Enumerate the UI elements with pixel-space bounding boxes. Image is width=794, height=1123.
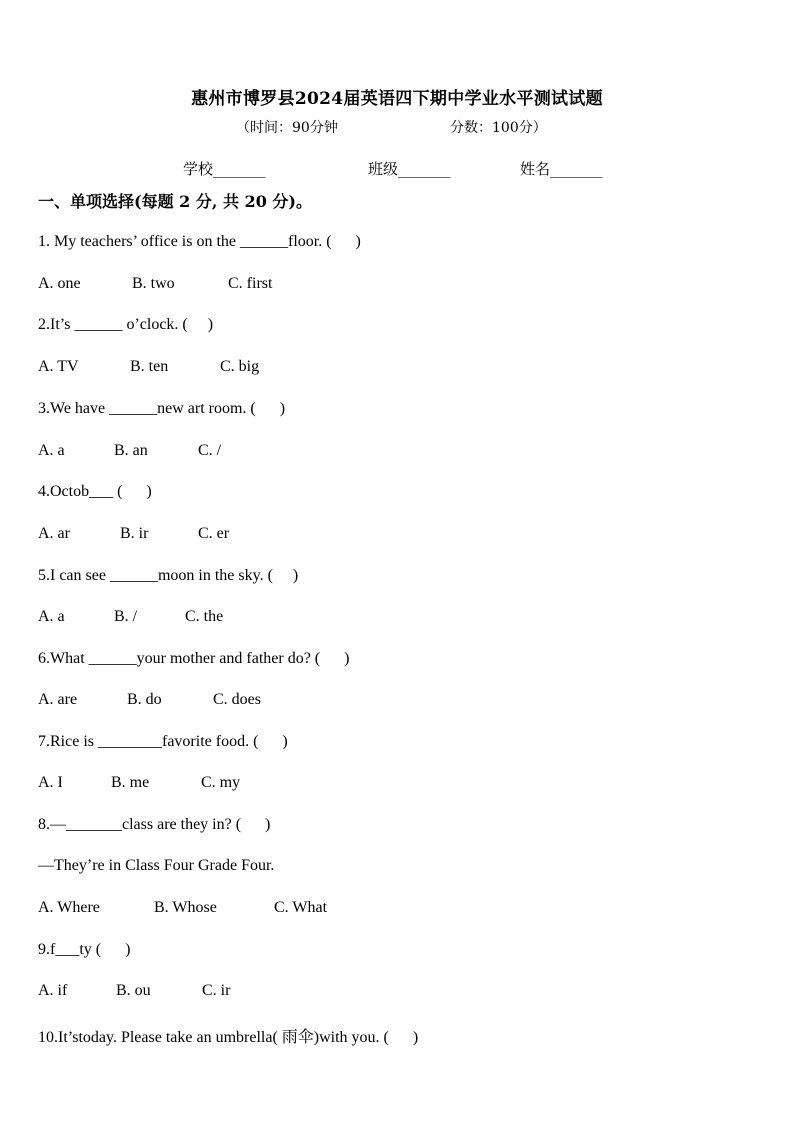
question-7: 7.Rice is ________favorite food. ( ) xyxy=(38,733,288,750)
class-field: 班级_______ xyxy=(368,160,451,178)
option-c: C. the xyxy=(185,608,224,625)
option-b: B. ir xyxy=(120,525,149,542)
option-a: A. I xyxy=(38,774,63,791)
school-field: 学校_______ xyxy=(183,160,266,178)
option-a: A. a xyxy=(38,608,65,625)
option-b: B. ou xyxy=(116,982,151,999)
question-3: 3.We have ______new art room. ( ) xyxy=(38,400,286,417)
question-4: 4.Octob___ ( ) xyxy=(38,483,152,500)
option-b: B. an xyxy=(114,442,148,459)
option-a: A. TV xyxy=(38,358,79,375)
section-title: 一、单项选择(每题 2 分, 共 20 分)。 xyxy=(38,192,312,211)
exam-score: 分数：100分） xyxy=(450,120,547,136)
question-10: 10.It’stoday. Please take an umbrella( 雨伞)with you. ( ) xyxy=(38,1029,419,1046)
exam-time: （时间：90分钟 xyxy=(236,120,338,136)
option-c: C. What xyxy=(274,899,328,916)
question-6: 6.What ______your mother and father do? ( ) xyxy=(38,650,350,667)
question-2: 2.It’s ______ o’clock. ( ) xyxy=(38,316,214,333)
option-b: B. me xyxy=(111,774,150,791)
option-a: A. if xyxy=(38,982,68,999)
page-title: 惠州市博罗县2024届英语四下期中学业水平测试试题 xyxy=(191,89,603,109)
name-field: 姓名_______ xyxy=(520,160,603,178)
question-8: 8.—_______class are they in? ( ) xyxy=(38,816,271,833)
question-8-reply: —They’re in Class Four Grade Four. xyxy=(38,857,275,874)
option-c: C. big xyxy=(220,358,260,375)
option-c: C. er xyxy=(198,525,230,542)
option-a: A. a xyxy=(38,442,65,459)
option-c: C. first xyxy=(228,275,273,292)
option-b: B. two xyxy=(132,275,175,292)
option-c: C. does xyxy=(213,691,261,708)
option-b: B. ten xyxy=(130,358,169,375)
option-b: B. do xyxy=(127,691,162,708)
option-b: B. Whose xyxy=(154,899,217,916)
question-1: 1. My teachers’ office is on the ______floor. ( ) xyxy=(38,233,361,250)
question-9: 9.f___ty ( ) xyxy=(38,941,131,958)
option-a: A. are xyxy=(38,691,78,708)
option-a: A. Where xyxy=(38,899,100,916)
option-c: C. / xyxy=(198,442,222,459)
option-a: A. one xyxy=(38,275,81,292)
option-c: C. ir xyxy=(202,982,231,999)
option-c: C. my xyxy=(201,774,241,791)
question-5: 5.I can see ______moon in the sky. ( ) xyxy=(38,567,299,584)
option-a: A. ar xyxy=(38,525,70,542)
option-b: B. / xyxy=(114,608,138,625)
